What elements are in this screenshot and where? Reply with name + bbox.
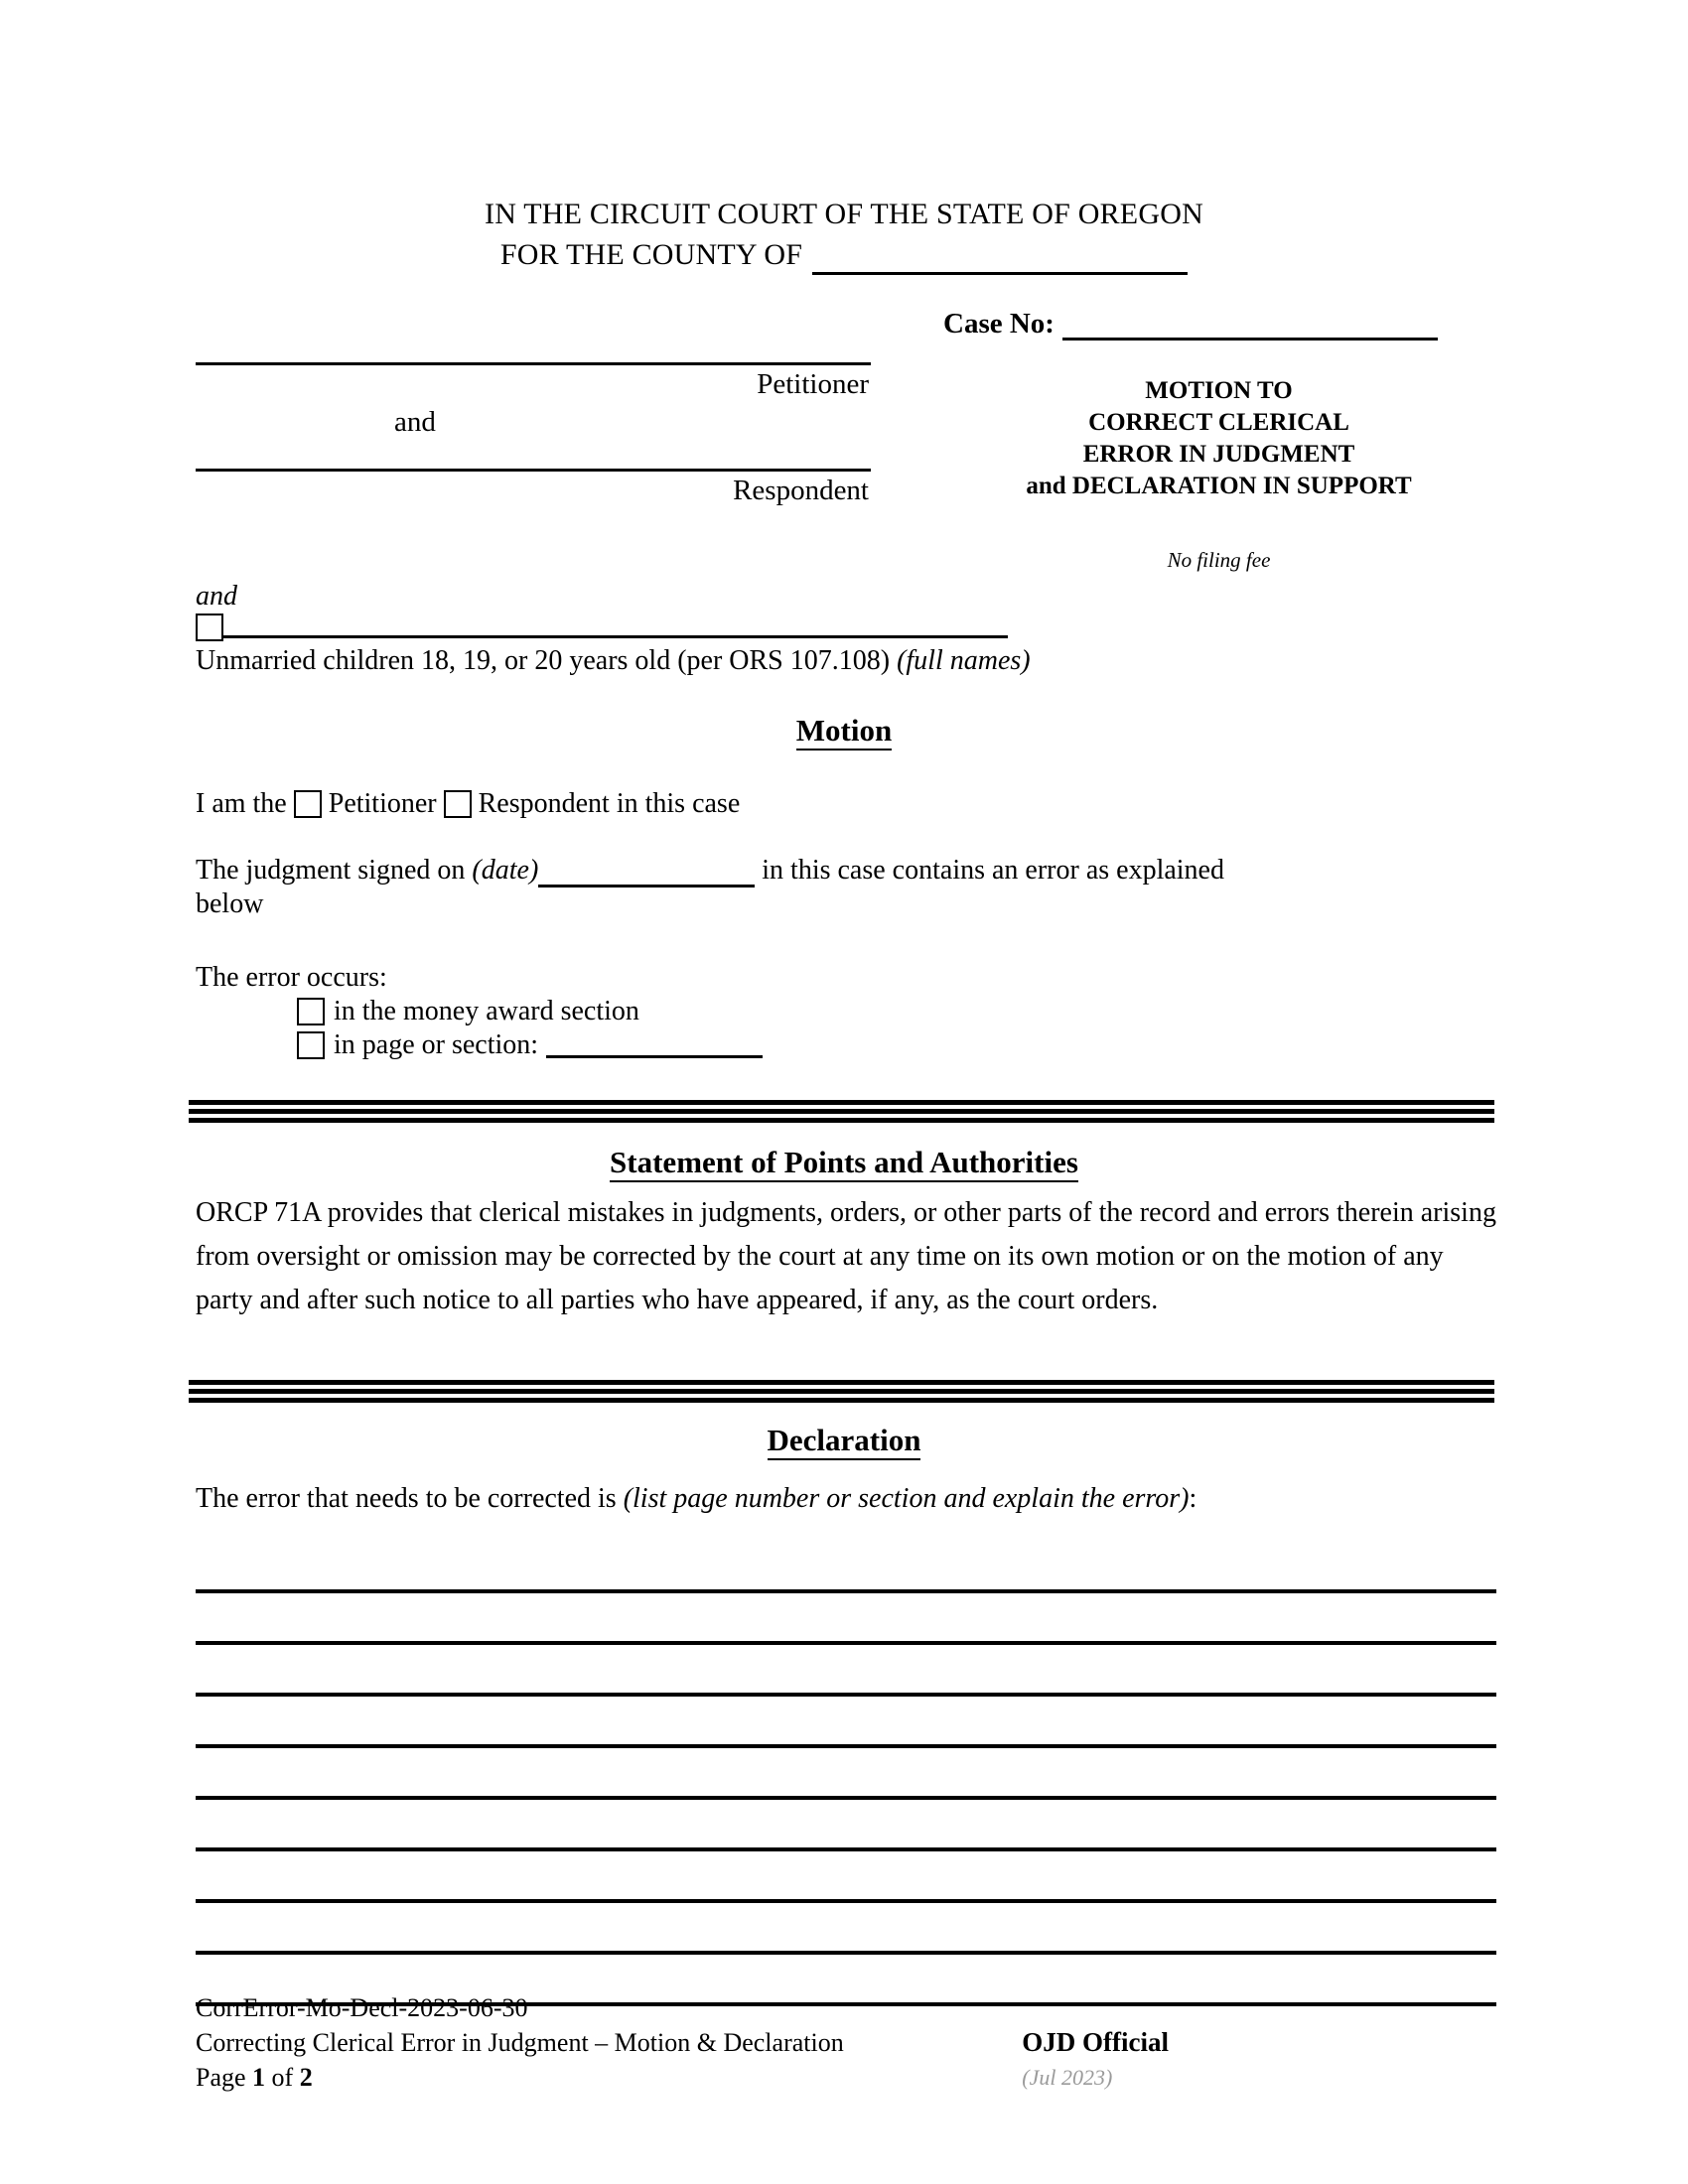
error-location-block	[196, 961, 1498, 1062]
caption-block	[0, 298, 1688, 576]
page-current: 1	[252, 2063, 266, 2092]
document-title-line-3: ERROR IN JUDGMENT	[1082, 441, 1355, 468]
money-award-label: in the money award section	[334, 996, 639, 1026]
petitioner-checkbox[interactable]	[294, 790, 322, 818]
document-title-line-2: CORRECT CLERICAL	[1088, 409, 1349, 436]
party-spacer	[196, 441, 871, 469]
children-caption-text: Unmarried children 18, 19, or 20 years old (per ORS 107.108)	[196, 645, 898, 676]
children-and-label: and	[196, 581, 237, 612]
page-of: of	[265, 2063, 300, 2092]
county-label: FOR THE COUNTY OF	[499, 238, 803, 271]
judgment-prefix: The judgment signed on	[196, 855, 473, 886]
declaration-write-line[interactable]	[196, 1593, 1496, 1645]
declaration-write-line[interactable]	[196, 1903, 1496, 1955]
judgment-date-hint: (date)	[472, 855, 539, 886]
i-am-the-label: I am the	[196, 788, 287, 819]
points-authorities-paragraph: ORCP 71A provides that clerical mistakes in judgments, orders, or other parts of the record and errors therein arising from oversight or omission may be corrected by the court at any time on its own motion or on the motion of any party and after such notice to all parties who have appeared, if any, as the court orders.	[196, 1197, 1496, 1315]
children-names-field[interactable]	[223, 635, 1008, 638]
declaration-write-line[interactable]	[196, 1800, 1496, 1851]
declaration-write-line[interactable]	[196, 1748, 1496, 1800]
county-blank-field[interactable]	[812, 248, 1188, 275]
no-filing-fee-note: No filing fee	[1167, 548, 1271, 572]
ojd-official-label: OJD Official	[1022, 2027, 1169, 2057]
divider-above-declaration	[189, 1380, 1494, 1403]
document-title	[943, 375, 1494, 502]
page-footer	[196, 1990, 1496, 2095]
error-money-award-row	[297, 995, 1498, 1028]
case-number-field[interactable]	[1062, 314, 1438, 341]
judgment-date-line1	[196, 854, 1498, 887]
declaration-heading-text: Declaration	[768, 1423, 921, 1460]
judgment-date-line2: below	[196, 888, 264, 919]
page-section-label: in page or section:	[334, 1029, 539, 1060]
divider-bar	[189, 1118, 1494, 1123]
page-total: 2	[299, 2063, 313, 2092]
document-title-line-1: MOTION TO	[1145, 377, 1293, 404]
divider-above-points	[189, 1100, 1494, 1123]
petitioner-label: Petitioner	[757, 368, 869, 400]
declaration-write-line[interactable]	[196, 1697, 1496, 1748]
party-role-row	[196, 787, 740, 821]
case-number-label: Case No:	[943, 308, 1055, 340]
page-section-field[interactable]	[546, 1032, 763, 1058]
respondent-option-label: Respondent in this case	[478, 788, 741, 819]
form-code: CorrError-Mo-Decl-2023-06-30	[196, 1993, 528, 2022]
points-authorities-heading-text: Statement of Points and Authorities	[610, 1145, 1078, 1182]
court-header	[0, 194, 1688, 275]
declaration-heading	[0, 1423, 1688, 1458]
case-number-row	[943, 308, 1438, 341]
motion-heading-text: Motion	[796, 713, 892, 751]
party-names-block	[196, 362, 871, 509]
declaration-writing-lines	[196, 1542, 1496, 2006]
revision-date: (Jul 2023)	[1022, 2065, 1113, 2090]
page-number	[196, 2060, 844, 2095]
respondent-label: Respondent	[733, 475, 869, 506]
page-prefix: Page	[196, 2063, 253, 2092]
declaration-prompt-text: The error that needs to be corrected is	[196, 1483, 624, 1514]
footer-right	[1022, 1990, 1496, 2095]
party-and-label: and	[394, 406, 436, 438]
page-section-checkbox[interactable]	[297, 1031, 325, 1059]
declaration-prompt-hint: (list page number or section and explain the error)	[623, 1483, 1190, 1514]
document-title-line-4: and DECLARATION IN SUPPORT	[1026, 473, 1412, 499]
declaration-write-line[interactable]	[196, 1542, 1496, 1593]
judgment-date-statement	[196, 854, 1498, 921]
footer-left	[196, 1990, 844, 2095]
error-occurs-label: The error occurs:	[196, 962, 387, 993]
judgment-suffix: in this case contains an error as explained	[755, 855, 1224, 886]
form-title: Correcting Clerical Error in Judgment – Motion & Declaration	[196, 2028, 844, 2057]
judgment-date-field[interactable]	[538, 862, 755, 887]
children-entry-row	[196, 614, 1496, 641]
children-caption-hint: (full names)	[897, 645, 1031, 676]
declaration-prompt	[196, 1482, 1498, 1516]
declaration-write-line[interactable]	[196, 1645, 1496, 1697]
petitioner-option-label: Petitioner	[328, 788, 437, 819]
declaration-write-line[interactable]	[196, 1851, 1496, 1903]
respondent-checkbox[interactable]	[444, 790, 472, 818]
court-county-line	[0, 234, 1688, 275]
declaration-prompt-colon: :	[1189, 1483, 1197, 1514]
divider-bar	[189, 1398, 1494, 1403]
points-authorities-heading	[0, 1145, 1688, 1180]
money-award-checkbox[interactable]	[297, 998, 325, 1025]
children-caption	[196, 644, 1496, 678]
children-block	[196, 582, 1496, 678]
court-title-line1: IN THE CIRCUIT COURT OF THE STATE OF OREGON	[485, 198, 1203, 230]
children-checkbox[interactable]	[196, 614, 223, 641]
motion-heading	[0, 713, 1688, 749]
error-page-section-row	[297, 1028, 1498, 1062]
